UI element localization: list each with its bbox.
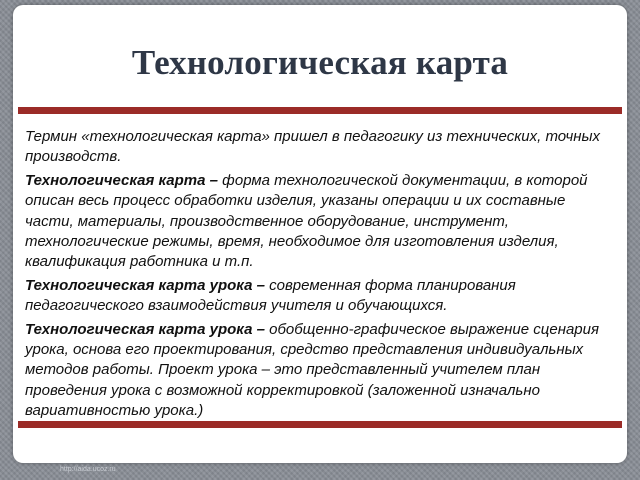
bottom-divider [18,421,622,428]
slide [13,5,627,463]
paragraph-2 [25,171,617,273]
slide-body [25,127,617,425]
paragraph-1 [25,127,617,168]
paragraph-3 [25,276,617,317]
top-divider [18,107,622,114]
slide-title: Технологическая карта [131,43,509,82]
paragraph-4-text: обобщенно-графическое выражение сценария урока, основа его проектирования, средство представления индивидуальных методов работы. Проект урока – это представленный учителем план проведения урока с возможной корректировкой (заложенной изначально вариативностью урока.) [25,320,600,420]
paragraph-2-text: форма технологической документации, в которой описан весь процесс обработки изделия, указаны операции и их составные части, материалы, производственное оборудование, инструмент, технологические режимы, время, необходимое для изготовления изделия, квалификация работника и т.п. [25,171,588,271]
paragraph-2-term: Технологическая карта – [25,171,223,189]
footer-url: http://aida.ucoz.ru [60,466,116,473]
paragraph-3-term: Технологическая карта урока – [25,276,270,294]
paragraph-1-text: Термин «технологическая карта» пришел в педагогику из технических, точных производств. [25,128,601,166]
paragraph-4-term: Технологическая карта урока – [25,320,270,338]
paragraph-3-text: современная форма планирования педагогического взаимодействия учителя и обучающихся. [25,276,516,315]
paragraph-4 [25,320,617,422]
